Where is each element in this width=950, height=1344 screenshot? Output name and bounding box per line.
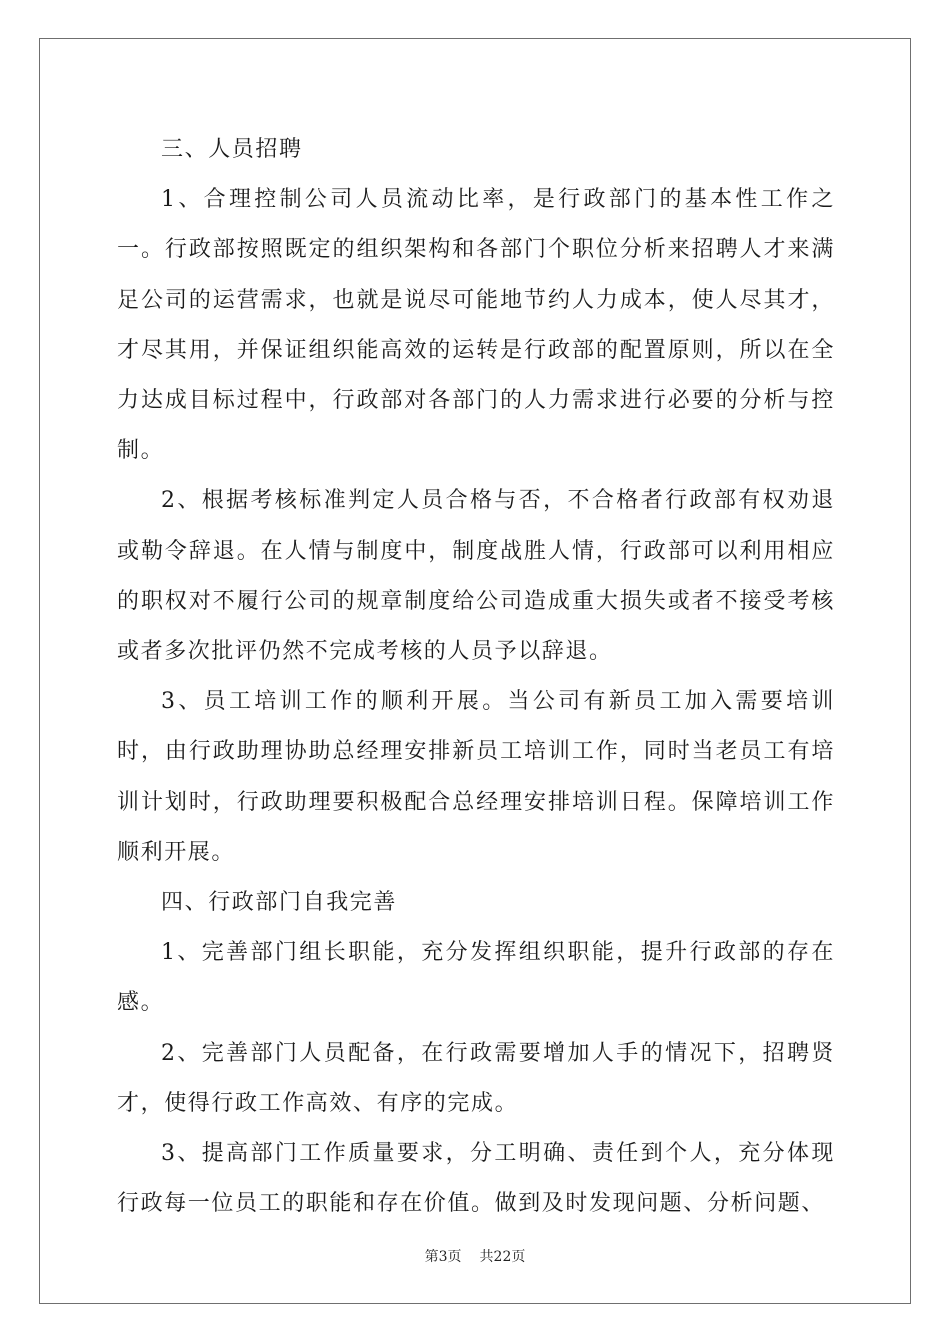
document-body (117, 125, 835, 1229)
page-total: 共22页 (479, 1249, 526, 1265)
section-heading-self-improvement: 四、行政部门自我完善 (161, 890, 398, 916)
page-footer (0, 1248, 950, 1266)
paragraph: 3、员工培训工作的顺利开展。当公司有新员工加入需要培训时，由行政助理协助总经理安排新员工培训工作，同时当老员工有培训计划时，行政助理要积极配合总经理安排培训日程。保障培训工作顺利开展。 (117, 689, 835, 865)
paragraph: 2、根据考核标准判定人员合格与否，不合格者行政部有权劝退或勒令辞退。在人情与制度中，制度战胜人情，行政部可以利用相应的职权对不履行公司的规章制度给公司造成重大损失或者不接受考核或者多次批评仍然不完成考核的人员予以辞退。 (117, 488, 835, 665)
paragraph: 1、完善部门组长职能，充分发挥组织职能，提升行政部的存在感。 (117, 940, 835, 1016)
section-heading-recruitment: 三、人员招聘 (161, 137, 303, 162)
paragraph: 2、完善部门人员配备，在行政需要增加人手的情况下，招聘贤才，使得行政工作高效、有序的完成。 (117, 1040, 835, 1116)
paragraph: 3、提高部门工作质量要求，分工明确、责任到个人，充分体现行政每一位员工的职能和存在价值。做到及时发现问题、分析问题、 (117, 1141, 835, 1217)
page-number: 第3页 (424, 1249, 462, 1265)
paragraph: 1、合理控制公司人员流动比率，是行政部门的基本性工作之一。行政部按照既定的组织架构和各部门个职位分析来招聘人才来满足公司的运营需求，也就是说尽可能地节约人力成本，使人尽其才，才尽其用，并保证组织能高效的运转是行政部的配置原则，所以在全力达成目标过程中，行政部对各部门的人力需求进行必要的分析与控制。 (117, 187, 835, 464)
